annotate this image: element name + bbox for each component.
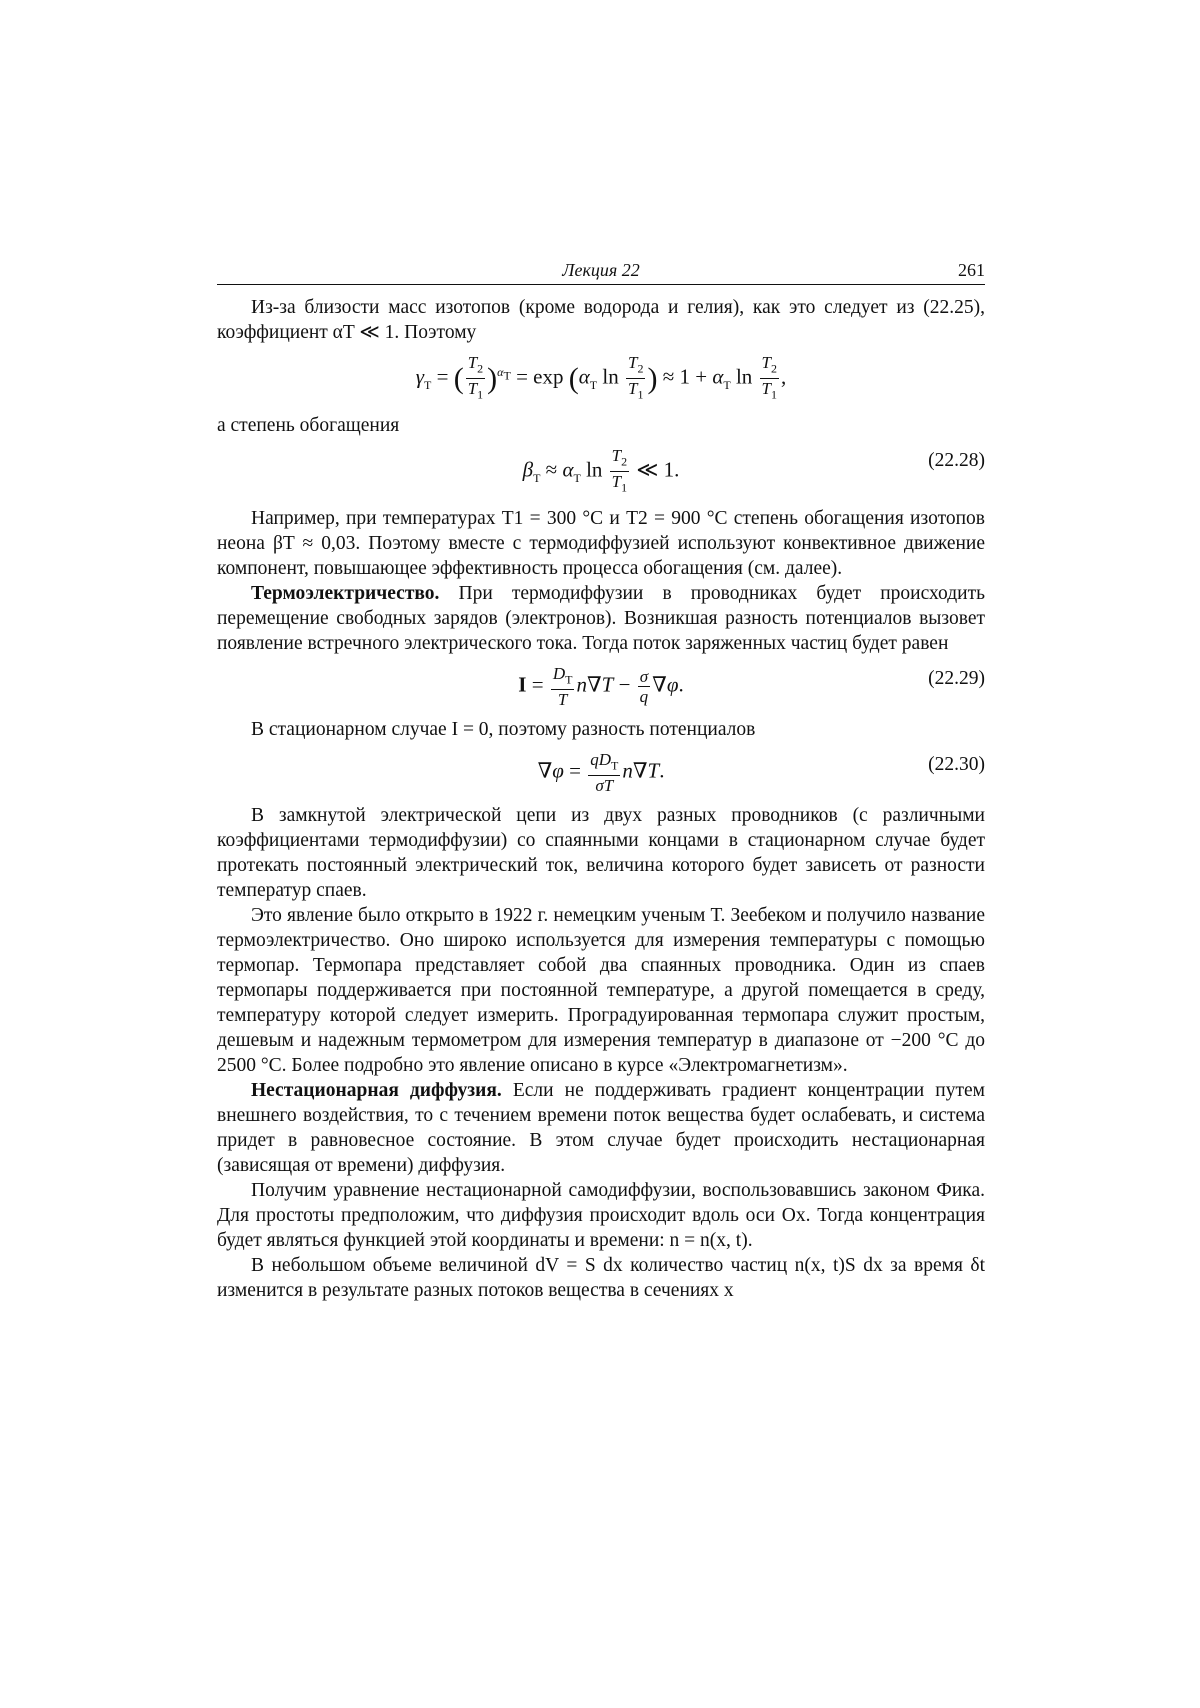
equation-gamma: $\gamma_T$ = ( $\frac{T_2}{T_1}$ )$^{\alpha_T} = \exp (\alpha_T$ ln $\frac{T_2}{T_1}$ ) ≈ $1 + \alpha_T$ ln $\frac{T_2}{T_1}$ ,	[415, 353, 787, 402]
paragraph-4-text: При термодиффузии в проводниках будет происходить перемещение свободных зарядов (электронов). Возникшая разность потенциалов вызовет появление встречного электрического тока. Тогда поток заряженных частиц будет равен	[217, 582, 985, 654]
equation-flux: I = $\frac{D_T}{T}$ n∇T − $\frac{\sigma}{q}$ ∇φ. (22.29)	[518, 663, 985, 709]
equation-beta: $\beta_T \approx \alpha_T$ ln $\frac{T_2}{T_1}$ ≪ 1. (22.28)	[522, 445, 985, 495]
paragraph-4	[217, 581, 985, 656]
equation-number-22-28: (22.28)	[928, 449, 985, 471]
paragraph-1: Из-за близости масс изотопов (кроме водорода и гелия), как это следует из (22.25), коэффициент αT ≪ 1. Поэтому	[217, 297, 985, 343]
paragraph-8	[217, 1078, 985, 1178]
paragraph-6: В замкнутой электрической цепи из двух разных проводников (с различными коэффициентами термодиффузии) со спаянными концами в стационарном случае будет протекать постоянный электрический ток, величина которого будет зависеть от разности температур спаев.	[217, 805, 985, 902]
text-body	[217, 295, 985, 1303]
section-title-nonstationary: Нестационарная диффузия.	[251, 1080, 502, 1102]
section-title-thermoelectricity: Термоэлектричество.	[251, 582, 440, 604]
paragraph-8-text: Если не поддерживать градиент концентрации путем внешнего воздействия, то с течением времени поток вещества будет ослабевать, и система придет в равновесное состояние. В этом случае будет происходить нестационарная (зависящая от времени) диффузия.	[217, 1080, 985, 1177]
page-number: 261	[958, 260, 985, 280]
paragraph-9: Получим уравнение нестационарной самодиффузии, воспользовавшись законом Фика. Для простоты предположим, что диффузия происходит вдоль оси Ox. Тогда концентрация будет являться функцией этой координаты и времени: n = n(x, t).	[217, 1180, 985, 1252]
equation-gradient: ∇φ = $\frac{qD_T}{\sigma T}$ n∇T. (22.30)	[537, 749, 985, 796]
equation-number-22-29: (22.29)	[928, 667, 985, 689]
paragraph-7: Это явление было открыто в 1922 г. немецким ученым Т. Зеебеком и получило название термоэлектричество. Оно широко используется для измерения температуры с помощью термопар. Термопара представляет собой два спаянных проводника. Один из спаев термопары поддерживается при постоянной температуре, а другой помещается в среду, температуру которой следует измерить. Проградуированная термопара служит простым, дешевым и надежным термометром для измерения температур в диапазоне от −200 °С до 2500 °С. Более подробно это явление описано в курсе «Электромагнетизм».	[217, 905, 985, 1077]
paragraph-2: а степень обогащения	[217, 414, 400, 436]
paragraph-5: В стационарном случае I = 0, поэтому разность потенциалов	[251, 718, 756, 740]
running-title: Лекция 22	[562, 260, 640, 280]
paragraph-10: В небольшом объеме величиной dV = S dx количество частиц n(x, t)S dx за время δt изменится в результате разных потоков вещества в сечениях x	[217, 1255, 985, 1302]
running-header	[217, 258, 985, 285]
equation-number-22-30: (22.30)	[928, 753, 985, 775]
page	[217, 258, 985, 1303]
paragraph-3: Например, при температурах T1 = 300 °С и T2 = 900 °С степень обогащения изотопов неона βT ≈ 0,03. Поэтому вместе с термодиффузией используют конвективное движение компонент, повышающее эффективность процесса обогащения (см. далее).	[217, 507, 985, 579]
